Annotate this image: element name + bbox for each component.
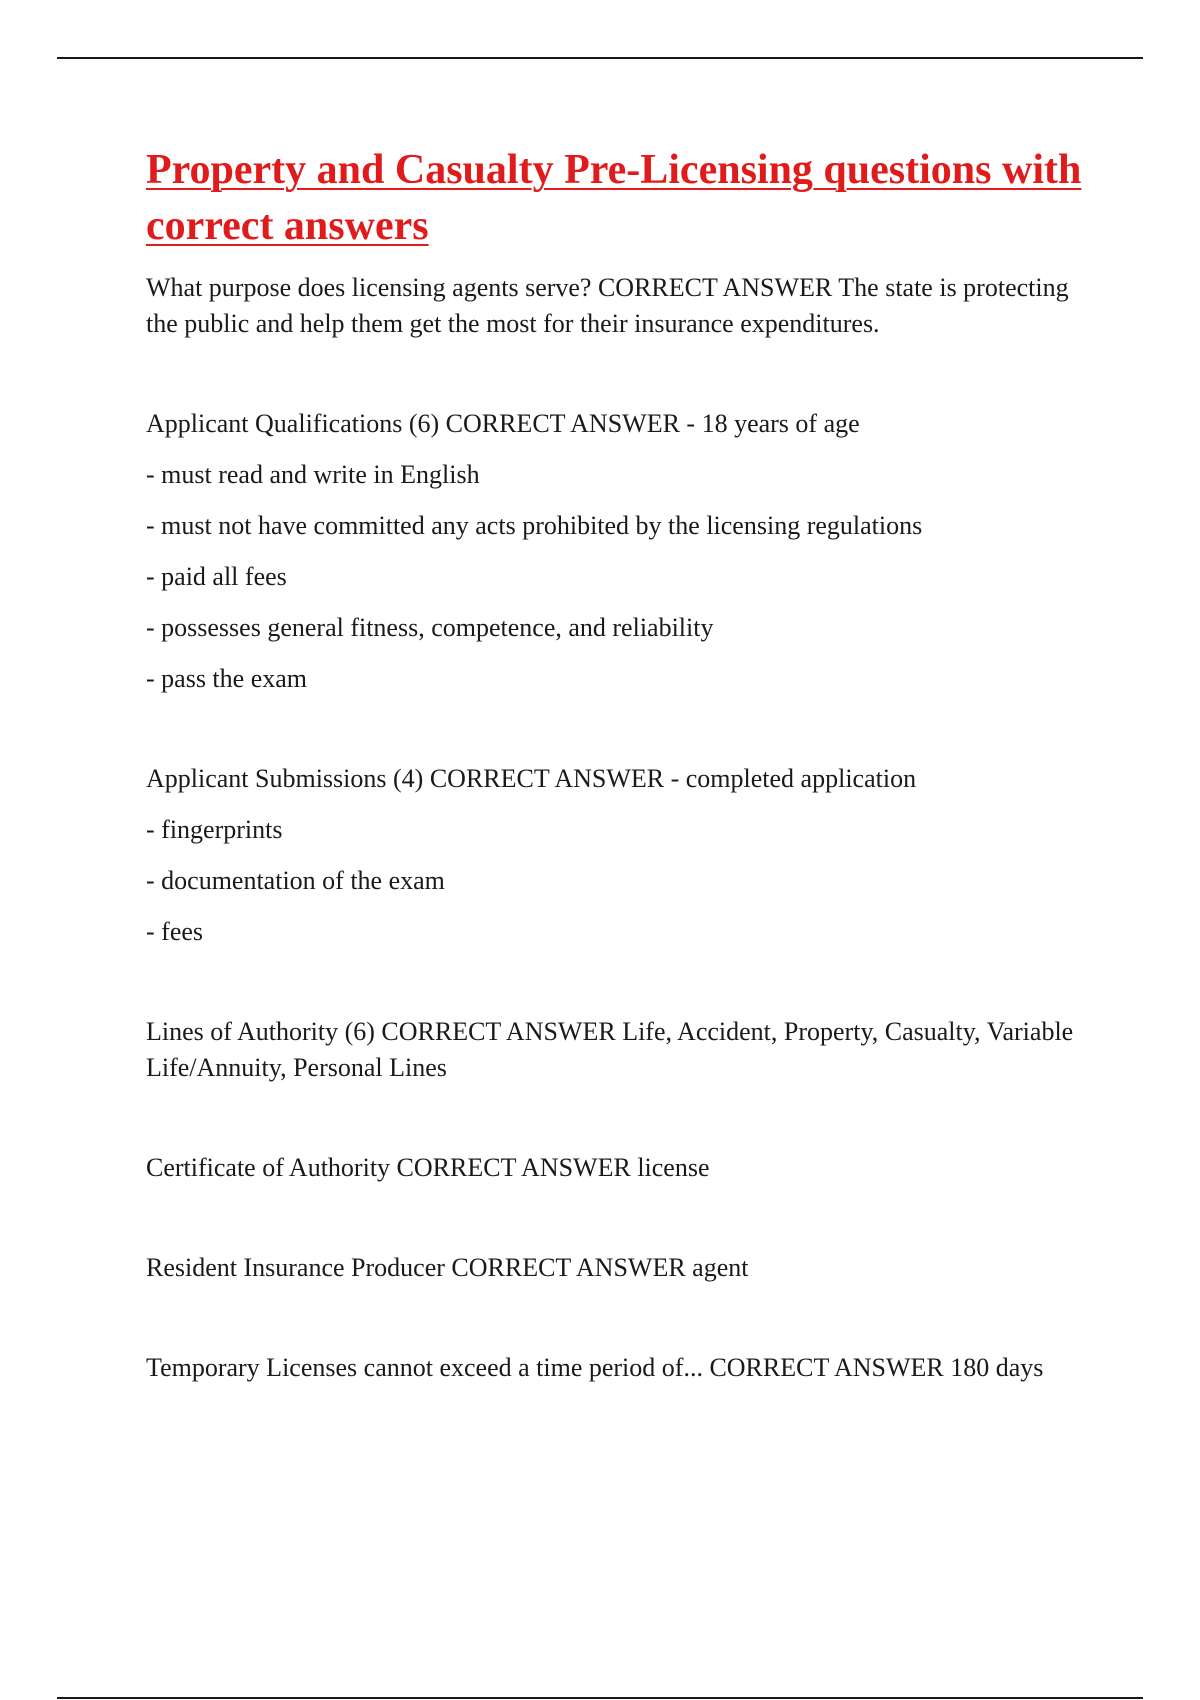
qa-block-licensing-purpose: [146, 270, 1086, 342]
qa-text: Applicant Submissions (4) CORRECT ANSWER - completed application: [146, 764, 917, 793]
qa-list-item: - fingerprints: [146, 815, 283, 844]
qa-list-item: - pass the exam: [146, 664, 308, 693]
qa-list-item: - fees: [146, 917, 204, 946]
qa-block-applicant-qualifications: [146, 406, 1086, 697]
document-body: [146, 142, 1086, 1386]
qa-list-item: - paid all fees: [146, 562, 287, 591]
qa-list-item: - must not have committed any acts prohibited by the licensing regulations: [146, 511, 923, 540]
document-title: Property and Casualty Pre-Licensing questions with correct answers: [146, 147, 1082, 249]
qa-block-lines-of-authority: [146, 1014, 1086, 1086]
qa-text: Certificate of Authority CORRECT ANSWER license: [146, 1153, 710, 1182]
qa-list-item: - must read and write in English: [146, 460, 480, 489]
qa-text: What purpose does licensing agents serve? CORRECT ANSWER The state is protecting the public and help them get the most for their insurance expenditures.: [146, 273, 1069, 338]
qa-list-item: - documentation of the exam: [146, 866, 445, 895]
qa-block-temporary-licenses: [146, 1350, 1086, 1386]
qa-text: Temporary Licenses cannot exceed a time period of... CORRECT ANSWER 180 days: [146, 1353, 1044, 1382]
qa-list-item: - possesses general fitness, competence, and reliability: [146, 613, 714, 642]
bottom-rule: [57, 1697, 1143, 1699]
qa-text: Resident Insurance Producer CORRECT ANSWER agent: [146, 1253, 749, 1282]
qa-block-certificate-of-authority: [146, 1150, 1086, 1186]
top-rule: [57, 57, 1143, 59]
qa-block-resident-insurance-producer: [146, 1250, 1086, 1286]
qa-block-applicant-submissions: [146, 761, 1086, 950]
qa-text: Applicant Qualifications (6) CORRECT ANSWER - 18 years of age: [146, 409, 860, 438]
qa-text: Lines of Authority (6) CORRECT ANSWER Life, Accident, Property, Casualty, Variable Life/Annuity, Personal Lines: [146, 1017, 1074, 1082]
